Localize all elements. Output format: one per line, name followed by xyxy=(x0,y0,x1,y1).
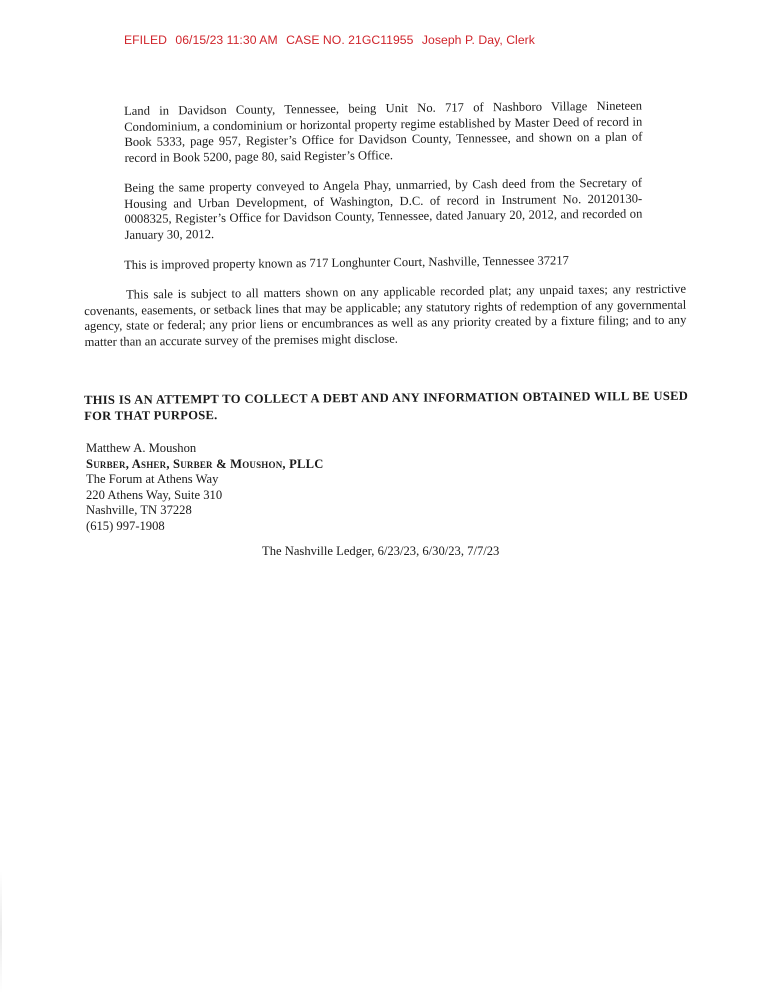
clerk-name: Joseph P. Day, Clerk xyxy=(421,33,535,47)
scan-edge-artifact xyxy=(0,870,2,994)
street-address: 220 Athens Way, Suite 310 xyxy=(86,487,223,502)
subject-to-paragraph: This sale is subject to all matters shown on any applicable recorded plat; any unpaid taxes; any restrictive covenants, easements, or setback lines that may be applicable; any statutory rights of redemption of any governmental agency, state or federal; any prior liens or encumbrances as well as any priority created by a fixture filing; and to any matter than an accurate survey of the premises might disclose. xyxy=(84,281,687,349)
efiled-datetime: 06/15/23 11:30 AM xyxy=(175,33,278,47)
phone-number: (615) 997-1908 xyxy=(86,518,165,533)
publication-note: The Nashville Ledger, 6/23/23, 6/30/23, 7/7/23 xyxy=(262,544,500,558)
legal-description-paragraph: Land in Davidson County, Tennessee, being Unit No. 717 of Nashboro Village Nineteen Condominium, a condominium or horizontal property regime established by Master Deed of record in Book 5333, page 957, Register’s Office for Davidson County, Tennessee, and shown on a plan of record in Book 5200, page 80, said Register’s Office. xyxy=(124,98,643,165)
prior-conveyance-paragraph: Being the same property conveyed to Angela Phay, unmarried, by Cash deed from the Secretary of Housing and Urban Development, of Washington, D.C. of record in Instrument No. 20120130-0008325, Register’s Office for Davidson County, Tennessee, dated January 20, 2012, and recorded on January 30, 2012. xyxy=(124,175,643,242)
efile-stamp xyxy=(124,33,535,47)
efiled-label: EFILED xyxy=(124,33,167,47)
building-name: The Forum at Athens Way xyxy=(86,472,219,487)
city-state-zip: Nashville, TN 37228 xyxy=(86,503,192,518)
property-address-paragraph: This is improved property known as 717 Longhunter Court, Nashville, Tennessee 37217 xyxy=(124,253,569,272)
law-firm-name: Surber, Asher, Surber & Moushon, PLLC xyxy=(86,456,324,471)
case-number: CASE NO. 21GC11955 xyxy=(286,33,414,47)
signature-block xyxy=(86,441,323,535)
debt-collection-notice: THIS IS AN ATTEMPT TO COLLECT A DEBT AND ANY INFORMATION OBTAINED WILL BE USED FOR THAT PURPOSE. xyxy=(84,388,689,423)
attorney-name: Matthew A. Moushon xyxy=(86,441,197,455)
